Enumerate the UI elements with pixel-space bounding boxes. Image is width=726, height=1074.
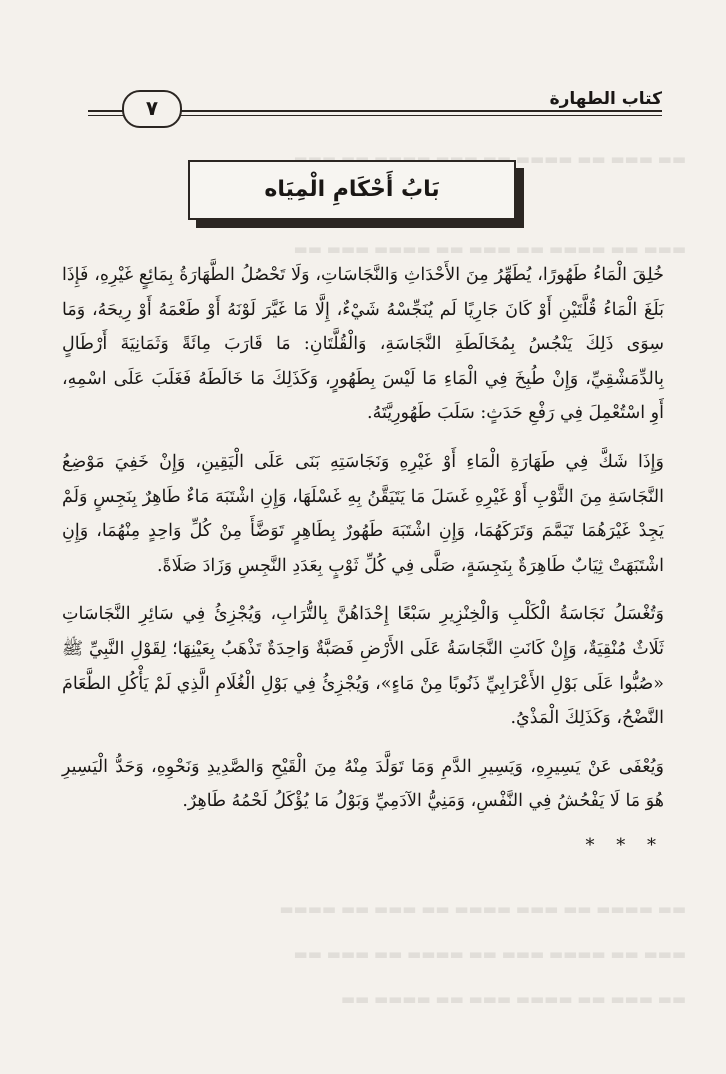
page-number: ٧: [122, 90, 182, 128]
bleed-through-texture: ▬▬ ▬▬▬▬ ▬▬ ▬▬▬ ▬▬▬▬ ▬▬ ▬▬▬ ▬▬ ▬▬▬▬: [279, 900, 686, 918]
paragraph: وَإِذَا شَكَّ فِي طَهَارَةِ الْمَاءِ أَوْ غَيْرِهِ وَنَجَاسَتِهِ بَنَى عَلَى الْيَقِينِ، وَإِنْ خَفِيَ مَوْضِعُ النَّجَاسَةِ مِنَ الثَّوْبِ أَوْ غَيْرِهِ غَسَلَ مَا يَتَيَقَّنُ بِهِ غَسْلَهَا، وَإِنِ اشْتَبَهَ مَاءٌ طَاهِرٌ بِنَجِسٍ وَلَمْ يَجِدْ غَيْرَهُمَا تَيَمَّمَ وَتَرَكَهُمَا، وَإِنِ اشْتَبَهَ طَهُورٌ بِطَاهِرٍ تَوَضَّأَ مِنْ كُلِّ وَاحِدٍ مِنْهُمَا، وَإِنِ اشْتَبَهَتْ ثِيَابٌ طَاهِرَةٌ بِنَجِسَةٍ، صَلَّى فِي كُلِّ ثَوْبٍ بِعَدَدِ النَّجِسِ وَزَادَ صَلَاةً.: [62, 451, 664, 576]
book-title: كتاب الطهارة: [540, 88, 662, 110]
paragraph: وَتُغْسَلُ نَجَاسَةُ الْكَلْبِ وَالْخِنْزِيرِ سَبْعًا إِحْدَاهُنَّ بِالتُّرَابِ، وَيُجْزِئُ فِي سَائِرِ النَّجَاسَاتِ ثَلَاثٌ مُنْقِيَةٌ، وَإِنْ كَانَتِ النَّجَاسَةُ عَلَى الأَرْضِ فَصَبَّةٌ وَاحِدَةٌ تَذْهَبُ بِعَيْنِهَا؛ لِقَوْلِ النَّبِيِّ ﷺ «صُبُّوا عَلَى بَوْلِ الأَعْرَابِيِّ ذَنُوبًا مِنْ مَاءٍ»، وَيُجْزِئُ فِي بَوْلِ الْغُلَامِ الَّذِي لَمْ يَأْكُلِ الطَّعَامَ النَّضْحُ، وَكَذَلِكَ الْمَذْيُ.: [62, 604, 664, 729]
paragraph: خُلِقَ الْمَاءُ طَهُورًا، يُطَهِّرُ مِنَ الأَحْدَاثِ وَالنَّجَاسَاتِ، وَلَا تَحْصُلُ الطَّهَارَةُ بِمَائِعٍ غَيْرِهِ، فَإِذَا بَلَغَ الْمَاءُ قُلَّتَيْنِ أَوْ كَانَ جَارِيًا لَم يُنَجِّسْهُ شَيْءٌ، إِلَّا مَا غَيَّرَ لَوْنَهُ أَوْ طَعْمَهُ أَوْ رِيحَهُ، وَمَا سِوَى ذَلِكَ يَنْجُسُ بِمُخَالَطَةِ النَّجَاسَةِ، وَالْقُلَّتَانِ: مَا قَارَبَ مِائَةً وَثَمَانِيَةَ أَرْطَالٍ بِالدِّمَشْقِيِّ، وَإِنْ طُبِخَ فِي الْمَاءِ مَا لَيْسَ بِطَهُورٍ، وَكَذَلِكَ مَا خَالَطَهُ فَغَلَبَ عَلَى اسْمِهِ، أَوِ اسْتُعْمِلَ فِي رَفْعِ حَدَثٍ: سَلَبَ طَهُورِيَّتَهُ.: [62, 265, 664, 424]
bleed-through-texture: ▬▬▬ ▬▬ ▬▬▬▬ ▬▬▬ ▬▬ ▬▬▬▬ ▬▬ ▬▬▬ ▬▬: [293, 945, 686, 963]
bleed-through-texture: ▬▬▬ ▬▬ ▬▬▬▬ ▬▬ ▬▬▬ ▬▬ ▬▬▬▬ ▬▬▬ ▬▬: [293, 240, 686, 258]
running-header: [88, 88, 662, 124]
paragraph: وَيُعْفَى عَنْ يَسِيرِهِ، وَيَسِيرِ الدَّمِ وَمَا تَوَلَّدَ مِنْهُ مِنَ الْقَيْحِ وَالصَّدِيدِ وَنَحْوِهِ، وَحَدُّ الْيَسِيرِ هُوَ مَا لَا يَفْحُشُ فِي النَّفْسِ، وَمَنِيُّ الآدَمِيِّ وَبَوْلُ مَا يُؤْكَلُ لَحْمُهُ طَاهِرٌ.: [62, 756, 664, 812]
chapter-title: بَابُ أَحْكَامِ الْمِيَاه: [188, 160, 516, 220]
bleed-through-texture: ▬▬ ▬▬▬ ▬▬ ▬▬▬▬ ▬▬ ▬▬▬ ▬▬▬▬ ▬▬ ▬▬▬: [293, 150, 686, 168]
body-text: [62, 258, 664, 864]
section-ornament: * * *: [585, 834, 664, 856]
bleed-through-texture: ▬▬ ▬▬▬ ▬▬ ▬▬▬▬ ▬▬▬ ▬▬ ▬▬▬▬ ▬▬: [340, 990, 686, 1008]
